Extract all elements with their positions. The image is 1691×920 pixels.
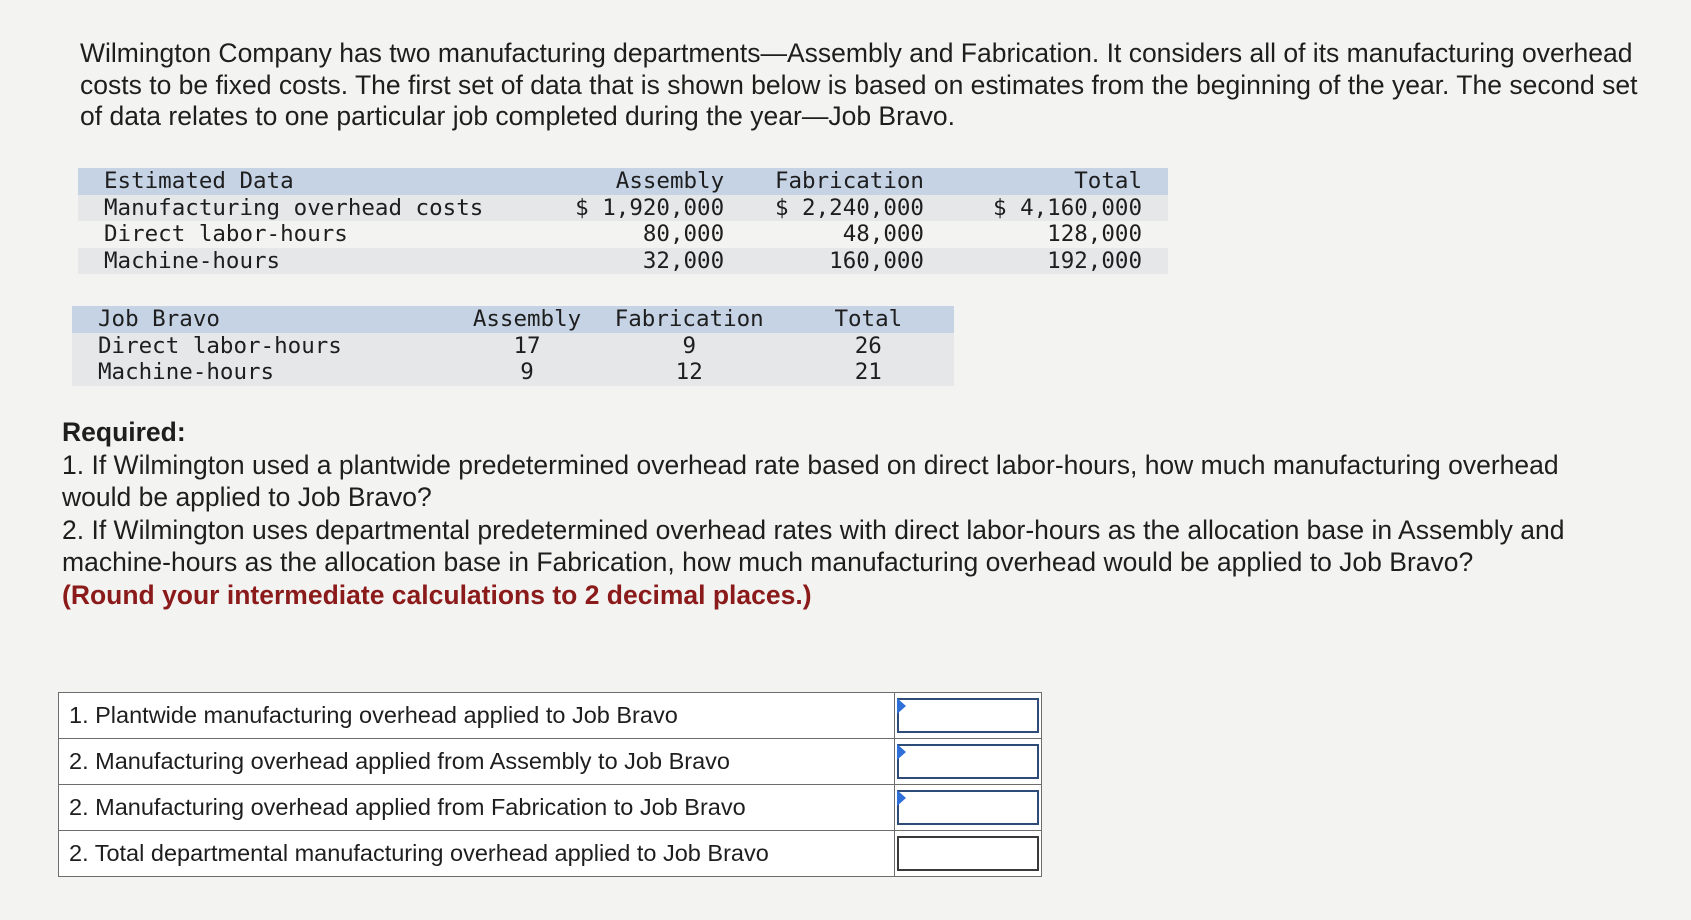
answer-label: 2. Manufacturing overhead applied from Fabrication to Job Bravo <box>59 785 895 831</box>
cell-value: 192,000 <box>950 248 1168 275</box>
column-header: Fabrication <box>596 306 783 333</box>
row-label: Manufacturing overhead costs <box>78 195 532 222</box>
answer-input-box <box>897 790 1039 825</box>
answer-label: 2. Manufacturing overhead applied from Assembly to Job Bravo <box>59 739 895 785</box>
row-label: Direct labor-hours <box>72 333 458 360</box>
row-label: Machine-hours <box>72 359 458 386</box>
rounding-note: (Round your intermediate calculations to 2 decimal places.) <box>62 579 812 610</box>
table-header-row <box>72 306 954 333</box>
total-overhead-output <box>897 836 1039 871</box>
cell-value: 48,000 <box>842 221 924 247</box>
cell-value: 21 <box>783 359 954 386</box>
column-header: Total <box>783 306 954 333</box>
answer-row <box>59 693 1042 739</box>
assembly-overhead-input[interactable] <box>899 746 1037 777</box>
column-header: Total <box>950 168 1168 195</box>
cell-value: 26 <box>783 333 954 360</box>
answer-table <box>58 692 1042 877</box>
cell-value: 9 <box>458 359 596 386</box>
cell-value: 17 <box>458 333 596 360</box>
row-label: Machine-hours <box>78 248 532 275</box>
answer-label: 1. Plantwide manufacturing overhead applied to Job Bravo <box>59 693 895 739</box>
cell-value: 9 <box>596 333 783 360</box>
answer-row <box>59 739 1042 785</box>
table-row <box>72 359 954 386</box>
cell-value: 128,000 <box>1047 221 1142 247</box>
column-header: Fabrication <box>750 168 950 195</box>
cell-value: $ 1,920,000 <box>532 195 750 222</box>
table-row <box>78 221 1168 248</box>
answer-row <box>59 785 1042 831</box>
table-row <box>78 248 1168 275</box>
column-header: Estimated Data <box>78 168 532 195</box>
input-flag-icon <box>897 790 906 806</box>
job-bravo-table <box>72 306 954 386</box>
column-header: Assembly <box>532 168 750 195</box>
cell-value: 80,000 <box>642 221 725 247</box>
answer-input-box <box>897 744 1039 779</box>
question-1: 1. If Wilmington used a plantwide predetermined overhead rate based on direct labor-hours, how much manufacturing overhead would be applied to Job Bravo? <box>62 449 1559 512</box>
plantwide-overhead-input[interactable] <box>899 700 1037 731</box>
answer-label: 2. Total departmental manufacturing overhead applied to Job Bravo <box>59 831 895 877</box>
cell-value: 32,000 <box>532 248 750 275</box>
table-row <box>78 195 1168 222</box>
cell-value: 160,000 <box>750 248 950 275</box>
cell-value: $ 4,160,000 <box>950 195 1168 222</box>
required-section <box>62 416 1632 611</box>
input-flag-icon <box>897 744 906 760</box>
table-header-row <box>78 168 1168 195</box>
column-header: Job Bravo <box>72 306 458 333</box>
question-2: 2. If Wilmington uses departmental predetermined overhead rates with direct labor-hours as the allocation base in Assembly and machine-hours as the allocation base in Fabrication, how much manufacturing overhead would be applied to Job Bravo? <box>62 514 1565 577</box>
answer-input-box <box>897 698 1039 733</box>
cell-value: 12 <box>596 359 783 386</box>
answer-row <box>59 831 1042 877</box>
problem-intro: Wilmington Company has two manufacturing departments—Assembly and Fabrication. It considers all of its manufacturing overhead costs to be fixed costs. The first set of data that is shown below is based on estimates from the beginning of the year. The second set of data relates to one particular job completed during the year—Job Bravo. <box>80 38 1638 131</box>
table-row <box>72 333 954 360</box>
cell-value: $ 2,240,000 <box>750 195 950 222</box>
estimated-data-table <box>78 168 1168 274</box>
column-header: Assembly <box>458 306 596 333</box>
row-label: Direct labor-hours <box>104 221 348 247</box>
fabrication-overhead-input[interactable] <box>899 792 1037 823</box>
required-heading: Required: <box>62 417 186 447</box>
input-flag-icon <box>897 698 906 714</box>
